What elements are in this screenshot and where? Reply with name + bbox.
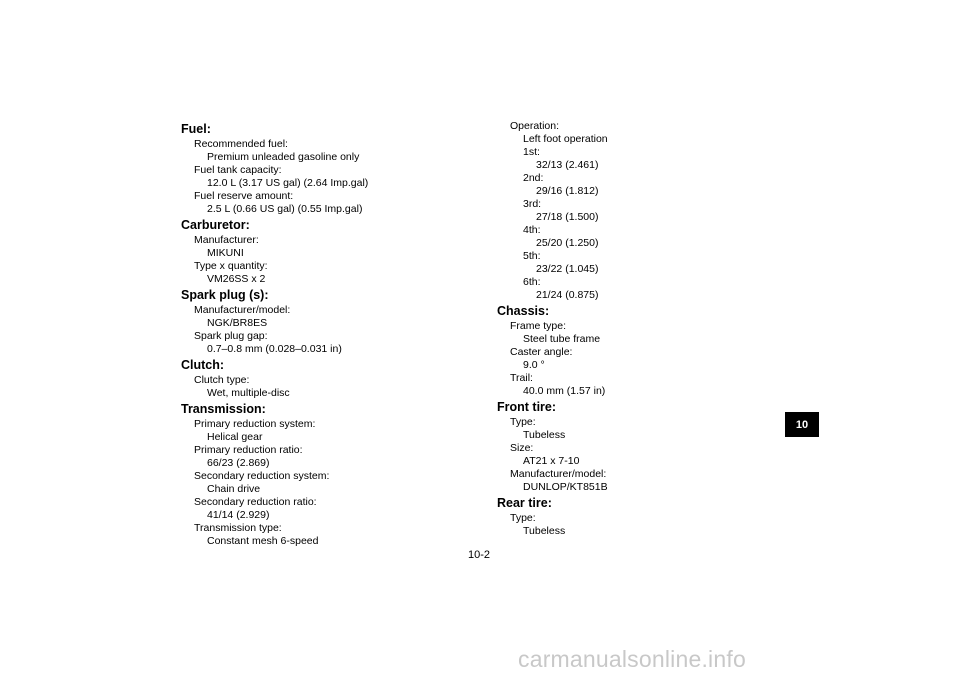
spec-value: Left foot operation bbox=[523, 133, 608, 145]
spec-label: Caster angle: bbox=[510, 346, 573, 358]
spec-label: Fuel tank capacity: bbox=[194, 164, 282, 176]
section-heading: Fuel: bbox=[181, 122, 211, 136]
section-heading: Transmission: bbox=[181, 402, 266, 416]
spec-value: Constant mesh 6-speed bbox=[207, 535, 319, 547]
spec-label: Size: bbox=[510, 442, 534, 454]
spec-value: 3rd: bbox=[523, 198, 542, 210]
section-heading: Rear tire: bbox=[497, 496, 552, 510]
spec-label: Fuel reserve amount: bbox=[194, 190, 294, 202]
spec-value: Premium unleaded gasoline only bbox=[207, 151, 360, 163]
spec-value: 0.7–0.8 mm (0.028–0.031 in) bbox=[207, 343, 342, 355]
spec-value: 66/23 (2.869) bbox=[207, 457, 270, 469]
page-number: 10-2 bbox=[468, 549, 491, 561]
watermark: carmanualsonline.info bbox=[518, 646, 746, 672]
spec-value: 2.5 L (0.66 US gal) (0.55 Imp.gal) bbox=[207, 203, 363, 215]
spec-label: Secondary reduction ratio: bbox=[194, 496, 317, 508]
spec-value: 9.0 ° bbox=[523, 359, 545, 371]
spec-value: 12.0 L (3.17 US gal) (2.64 Imp.gal) bbox=[207, 177, 369, 189]
spec-value: 40.0 mm (1.57 in) bbox=[523, 385, 606, 397]
spec-value: 25/20 (1.250) bbox=[536, 237, 599, 249]
spec-value: AT21 x 7-10 bbox=[523, 455, 580, 467]
spec-value: Helical gear bbox=[207, 431, 263, 443]
chapter-tab: 10 bbox=[785, 412, 819, 437]
section-heading: Spark plug (s): bbox=[181, 288, 269, 302]
spec-value: Chain drive bbox=[207, 483, 261, 495]
left-spec-column bbox=[181, 120, 471, 548]
spec-value: 27/18 (1.500) bbox=[536, 211, 599, 223]
spec-value: Wet, multiple-disc bbox=[207, 387, 290, 399]
spec-value: Steel tube frame bbox=[523, 333, 601, 345]
spec-value: 2nd: bbox=[523, 172, 544, 184]
spec-label: Frame type: bbox=[510, 320, 567, 332]
spec-value: 23/22 (1.045) bbox=[536, 263, 599, 275]
right-spec-column bbox=[497, 120, 787, 538]
spec-label: Type: bbox=[510, 416, 536, 428]
spec-value: 29/16 (1.812) bbox=[536, 185, 599, 197]
spec-label: Transmission type: bbox=[194, 522, 282, 534]
spec-value: VM26SS x 2 bbox=[207, 273, 266, 285]
spec-value: MIKUNI bbox=[207, 247, 244, 259]
spec-label: Primary reduction ratio: bbox=[194, 444, 303, 456]
spec-value: DUNLOP/KT851B bbox=[523, 481, 608, 493]
section-heading: Carburetor: bbox=[181, 218, 250, 232]
spec-value: 1st: bbox=[523, 146, 540, 158]
section-heading: Front tire: bbox=[497, 400, 557, 414]
spec-value: Tubeless bbox=[523, 429, 566, 441]
spec-value: 5th: bbox=[523, 250, 541, 262]
spec-label: Manufacturer: bbox=[194, 234, 259, 246]
spec-label: Operation: bbox=[510, 120, 560, 132]
spec-value: 32/13 (2.461) bbox=[536, 159, 599, 171]
spec-value: NGK/BR8ES bbox=[207, 317, 268, 329]
spec-value: 41/14 (2.929) bbox=[207, 509, 270, 521]
section-heading: Chassis: bbox=[497, 304, 550, 318]
spec-label: Type: bbox=[510, 512, 536, 524]
section-heading: Clutch: bbox=[181, 358, 225, 372]
spec-label: Spark plug gap: bbox=[194, 330, 268, 342]
spec-value: 4th: bbox=[523, 224, 541, 236]
spec-value: 6th: bbox=[523, 276, 541, 288]
spec-label: Clutch type: bbox=[194, 374, 250, 386]
spec-label: Trail: bbox=[510, 372, 533, 384]
spec-label: Manufacturer/model: bbox=[510, 468, 607, 480]
spec-value: 21/24 (0.875) bbox=[536, 289, 599, 301]
spec-value: Tubeless bbox=[523, 525, 566, 537]
spec-label: Primary reduction system: bbox=[194, 418, 316, 430]
spec-label: Secondary reduction system: bbox=[194, 470, 330, 482]
spec-label: Manufacturer/model: bbox=[194, 304, 291, 316]
spec-label: Type x quantity: bbox=[194, 260, 268, 272]
spec-label: Recommended fuel: bbox=[194, 138, 288, 150]
